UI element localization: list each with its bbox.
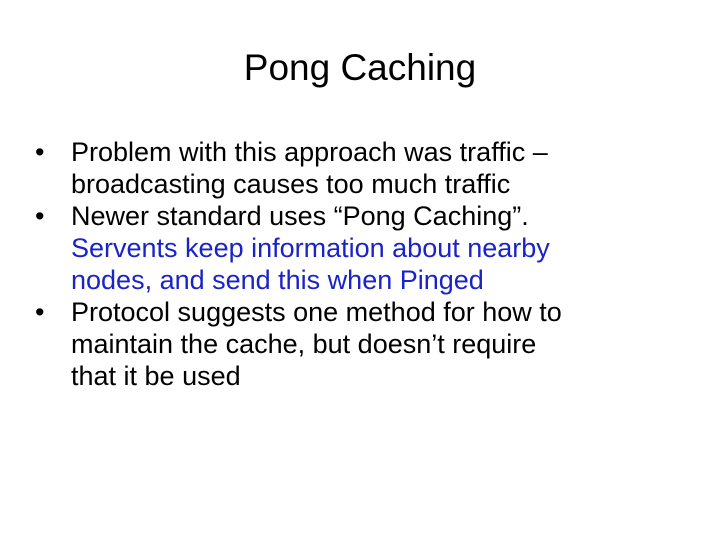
bullet-text-line: Protocol suggests one method for how to (71, 297, 562, 327)
bullet-text-line: that it be used (71, 361, 241, 391)
bullet-dot-icon: • (35, 137, 45, 167)
bullet-dot-icon: • (35, 297, 45, 327)
bullet-item (35, 200, 695, 296)
bullet-text-line: broadcasting causes too much traffic (71, 169, 511, 199)
bullet-text-line: Newer standard uses “Pong Caching”. (71, 201, 529, 231)
bullet-text-line: maintain the cache, but doesn’t require (71, 329, 537, 359)
bullet-list (35, 136, 695, 392)
bullet-highlight-line: nodes, and send this when Pinged (71, 265, 484, 295)
bullet-item (35, 296, 695, 392)
bullet-item (35, 136, 695, 200)
bullet-highlight-line: Servents keep information about nearby (71, 233, 550, 263)
bullet-dot-icon: • (35, 201, 45, 231)
slide-title: Pong Caching (243, 47, 477, 88)
bullet-text-line: Problem with this approach was traffic – (71, 137, 548, 167)
